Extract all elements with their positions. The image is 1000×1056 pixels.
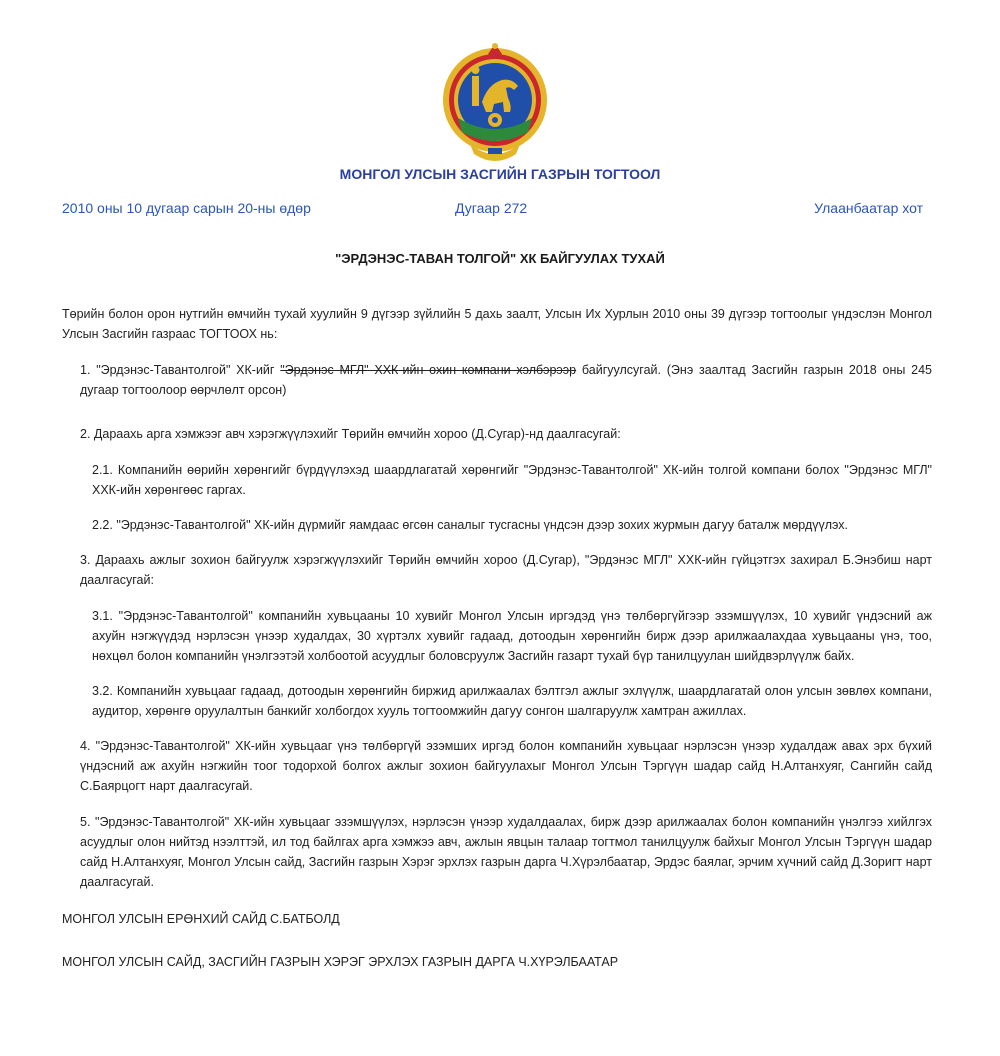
document-header-title: МОНГОЛ УЛСЫН ЗАСГИЙН ГАЗРЫН ТОГТООЛ [339,166,661,182]
signature-prime-minister: МОНГОЛ УЛСЫН ЕРӨНХИЙ САЙД С.БАТБОЛД [62,912,340,926]
item-1-after: байгуулсугай. (Энэ заалтад Засгийн газрын 2018 оны 245 дугаар тогтоолоор өөрчлөлт орсон) [80,363,932,397]
item-1-before: 1. "Эрдэнэс-Тавантолгой" ХК-ийг [80,363,281,377]
signature-cabinet-secretary: МОНГОЛ УЛСЫН САЙД, ЗАСГИЙН ГАЗРЫН ХЭРЭГ ЭРХЛЭХ ГАЗРЫН ДАРГА Ч.ХҮРЭЛБААТАР [62,955,619,969]
document-body [62,304,932,908]
document-date: 2010 оны 10 дугаар сарын 20-ны өдөр [62,200,311,216]
item-2-1: 2.1. Компанийн өөрийн хөрөнгийг бүрдүүлэхэд шаардлагатай хөрөнгийг "Эрдэнэс-Тавантолгой" ХК-ийн толгой компани болох "Эрдэнэс МГЛ" ХХК-ийн хөрөнгөөс гаргах. [92,463,932,497]
intro-paragraph: Төрийн болон орон нутгийн өмчийн тухай хуулийн 9 дүгээр зүйлийн 5 дахь заалт, Улсын Их Хурлын 2010 оны 39 дүгээр тогтоолыг үндэслэн Монгол Улсын Засгийн газраас ТОГТООХ нь: [62,307,932,341]
document-city: Улаанбаатар хот [814,200,923,216]
item-1 [80,360,932,400]
item-3: 3. Дараахь ажлыг зохион байгуулж хэрэгжүүлэхийг Төрийн өмчийн хороо (Д.Сугар), "Эрдэнэс МГЛ" ХХК-ийн гүйцэтгэх захирал Б.Энэбиш нарт даалгасугай: [80,553,932,587]
resolution-title: "ЭРДЭНЭС-ТАВАН ТОЛГОЙ" ХК БАЙГУУЛАХ ТУХАЙ [335,251,665,266]
state-emblem-icon [440,40,550,170]
item-2-2: 2.2. "Эрдэнэс-Тавантолгой" ХК-ийн дүрмийг яамдаас өгсөн саналыг тусгасны үндсэн дээр зохих журмын дагуу баталж мөрдүүлэх. [92,518,849,532]
item-5: 5. "Эрдэнэс-Тавантолгой" ХК-ийн хувьцааг эзэмшүүлэх, нэрлэсэн үнээр худалдаалах, бирж дээр арилжаалах болон компанийн үнэлгээ хийлгэх асуудлыг олон нийтэд нээлттэй, ил тод байлгах арга хэмжээ авч, ажлын явцын талаар тогтмол танилцуулж байхыг Монгол Улсын Тэргүүн шадар сайд Н.Алтанхуяг, Монгол Улсын сайд, Засгийн газрын Хэрэг эрхлэх газрын дарга Ч.Хүрэлбаатар, Эрдэс баялаг, эрчим хүчний сайд Д.Зоригт нарт даалгасугай. [80,815,932,889]
item-4: 4. "Эрдэнэс-Тавантолгой" ХК-ийн хувьцааг үнэ төлбөргүй эзэмших иргэд болон компанийн хувьцааг нэрлэсэн үнээр худалдаж авах эрх бүхий үндэсний аж ахуйн нэгжийн тоог тодорхой болгох ажлыг зохион байгуулахыг Монгол Улсын Тэргүүн шадар сайд Н.Алтанхуяг, Сангийн сайд С.Баярцогт нарт даалгасугай. [80,739,932,793]
item-3-2: 3.2. Компанийн хувьцааг гадаад, дотоодын хөрөнгийн биржид арилжаалах бэлтгэл ажлыг эхлүүлж, шаардлагатай олон улсын зөвлөх компани, аудитор, хөрөнгө оруулалтын банкийг холбогдох хууль тогтоомжийн дагуу сонгон шалгаруулж хамтран ажиллах. [92,684,932,718]
item-3-1: 3.1. "Эрдэнэс-Тавантолгой" компанийн хувьцааны 10 хувийг Монгол Улсын иргэдэд үнэ төлбөргүйгээр эзэмшүүлэх, 10 хувийг үндэсний аж ахуйн нэгжүүдэд нэрлэсэн үнээр худалдах, 30 хүртэлх хувийг гадаад, дотоодын хөрөнгийн бирж дээр арилжаалахдаа хувьцааны үнэ, тоо, нөхцөл болон компанийн үнэлгээтэй холбоотой асуудлыг боловсруулж Засгийн газарт тухай бүр танилцуулан шийдвэрлүүлж байх. [92,609,932,663]
item-1-struck-text: "Эрдэнэс МГЛ" ХХК-ийн охин компани хэлбэрээр [280,363,577,377]
document-number: Дугаар 272 [455,200,528,216]
item-2: 2. Дараахь арга хэмжээг авч хэрэгжүүлэхийг Төрийн өмчийн хороо (Д.Сугар)-нд даалгасугай: [80,427,621,441]
